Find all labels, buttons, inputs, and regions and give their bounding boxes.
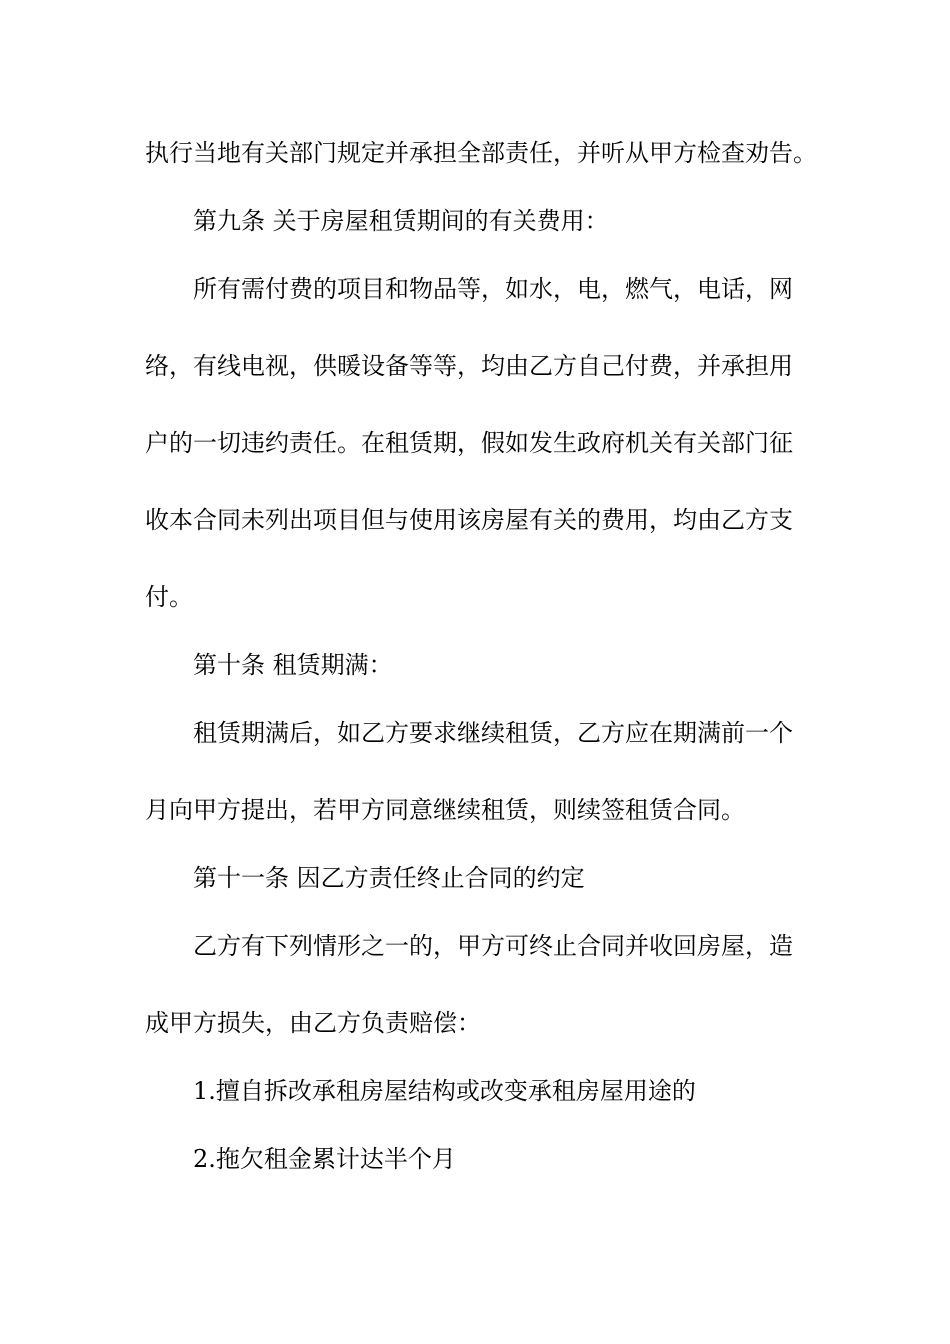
paragraph-line: 收本合同未列出项目但与使用该房屋有关的费用，均由乙方支 <box>145 506 793 534</box>
paragraph <box>145 1067 807 1135</box>
paragraph-line: 付。 <box>145 583 193 611</box>
paragraph-line: 络，有线电视，供暖设备等等，均由乙方自己付费，并承担用 <box>145 352 793 380</box>
paragraph-line: 月向甲方提出，若甲方同意继续租赁，则续签租赁合同。 <box>145 796 745 824</box>
paragraph <box>145 922 807 1067</box>
paragraph-line: 1.擅自拆改承租房屋结构或改变承租房屋用途的 <box>193 1077 696 1105</box>
paragraph-line: 第九条 关于房屋租赁期间的有关费用： <box>193 207 609 235</box>
paragraph-line: 租赁期满后，如乙方要求继续租赁，乙方应在期满前一个 <box>193 719 793 747</box>
paragraph-line: 户的一切违约责任。在租赁期，假如发生政府机关有关部门征 <box>145 429 793 457</box>
paragraph <box>145 129 817 197</box>
paragraph-line: 2.拖欠租金累计达半个月 <box>193 1145 456 1173</box>
paragraph <box>145 854 807 922</box>
paragraph-line: 第十一条 因乙方责任终止合同的约定 <box>193 864 585 892</box>
paragraph <box>145 197 807 265</box>
document-body <box>145 129 817 1203</box>
paragraph-line: 成甲方损失，由乙方负责赔偿： <box>145 1009 481 1037</box>
paragraph <box>145 265 807 641</box>
paragraph-line: 乙方有下列情形之一的，甲方可终止合同并收回房屋，造 <box>193 932 793 960</box>
paragraph <box>145 641 807 709</box>
paragraph <box>145 709 807 854</box>
paragraph-line: 执行当地有关部门规定并承担全部责任，并听从甲方检查劝告。 <box>145 139 817 167</box>
paragraph <box>145 1135 807 1203</box>
paragraph-line: 所有需付费的项目和物品等，如水，电，燃气，电话，网 <box>193 275 793 303</box>
paragraph-line: 第十条 租赁期满： <box>193 651 393 679</box>
